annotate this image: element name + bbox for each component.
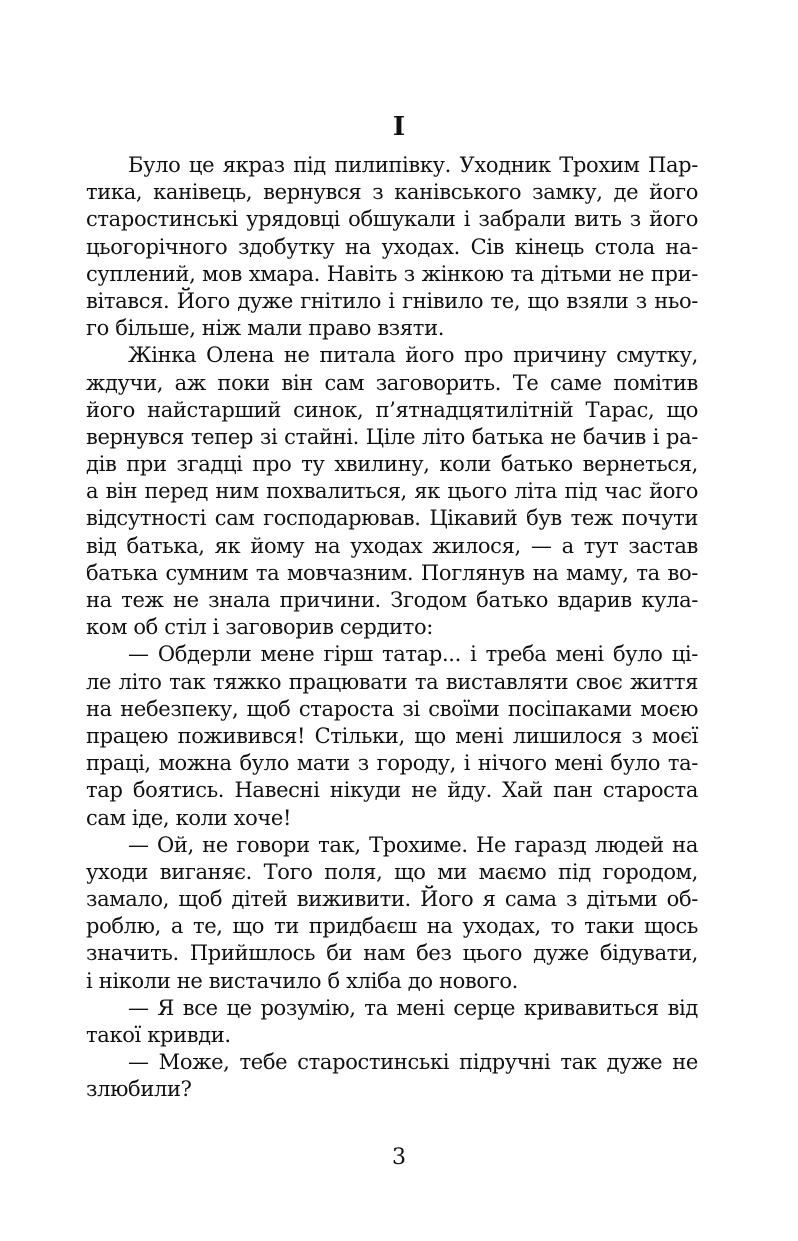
text-line: тар боятись. Навесні нікуди не йду. Хай пан староста <box>86 778 698 803</box>
text-line: вернувся тепер зі стайні. Ціле літо батька не бачив і ра- <box>86 424 698 449</box>
text-line: ждучи, аж поки він сам заговорить. Те саме помітив <box>86 370 698 395</box>
text-line: Було це якраз під пилипівку. Уходник Трохим Пар- <box>128 153 698 177</box>
text-line: Жінка Олена не питала його про причину смутку, <box>128 343 698 368</box>
text-line: батька сумним та мовчазним. Поглянув на маму, та во- <box>86 560 698 585</box>
text-line: його найстарший синок, п’ятнадцятилітній Тарас, що <box>86 397 698 422</box>
text-line: суплений, мов хмара. Навіть з жінкою та дітьми не при- <box>86 261 698 286</box>
text-line: а він перед ним похвалиться, як цього літа під час його <box>86 479 698 504</box>
dialogue-line: — Обдерли мене гірш татар... і треба мені було ці- <box>128 642 698 667</box>
text-line: відсутності сам господарював. Цікавий був теж почути <box>86 506 698 531</box>
text-line: від батька, як йому на уходах жилося, — а тут застав <box>86 533 698 558</box>
text-line: і ніколи не вистачило б хліба до нового. <box>86 968 518 993</box>
text-line: на небезпеку, щоб староста зі своїми посіпаками моєю <box>86 696 698 721</box>
text-line: старостинські урядовці обшукали і забрали вить з його <box>86 207 698 232</box>
text-line: вітався. Його дуже гнітило і гнівило те, що взяли з ньо- <box>86 288 698 313</box>
text-body <box>86 152 698 1104</box>
text-line: злюбили? <box>86 1077 192 1102</box>
text-line: тика, канівець, вернувся з канівського замку, де його <box>86 180 698 205</box>
text-line: роблю, а те, що ти придбаєш на уходах, то таки щось <box>86 914 698 939</box>
text-line: замало, щоб дітей виживити. Його я сама з дітьми об- <box>86 887 698 912</box>
text-line: цьогорічного здобутку на уходах. Сів кінець стола на- <box>86 234 698 259</box>
chapter-heading: I <box>392 112 406 142</box>
text-line: го більше, ніж мали право взяти. <box>86 316 445 341</box>
text-line: ком об стіл і заговорив сердито: <box>86 615 433 640</box>
text-line: працею поживився! Стільки, що мені лишилося з моєї <box>86 723 698 748</box>
dialogue-line: — Може, тебе старостинські підручні так дуже не <box>128 1050 698 1075</box>
text-line: дів при згадці про ту хвилину, коли батько вернеться, <box>86 452 698 477</box>
text-line: праці, можна було мати з городу, і нічого мені було та- <box>86 751 698 776</box>
dialogue-line: — Ой, не говори так, Трохиме. Не гаразд людей на <box>128 832 698 857</box>
dialogue-line: — Я все це розумію, та мені серце кривавиться від <box>128 995 698 1020</box>
text-line: на теж не знала причини. Згодом батько вдарив кула- <box>86 588 698 612</box>
text-line: значить. Прийшлось би нам без цього дуже бідувати, <box>86 941 698 966</box>
text-line: уходи виганяє. Того поля, що ми маємо під городом, <box>86 859 698 884</box>
page-number: 3 <box>392 1145 406 1170</box>
text-line: сам іде, коли хоче! <box>86 805 292 830</box>
text-line: ле літо так тяжко працювати та виставляти своє життя <box>86 669 698 694</box>
text-line: такої кривди. <box>86 1023 231 1047</box>
